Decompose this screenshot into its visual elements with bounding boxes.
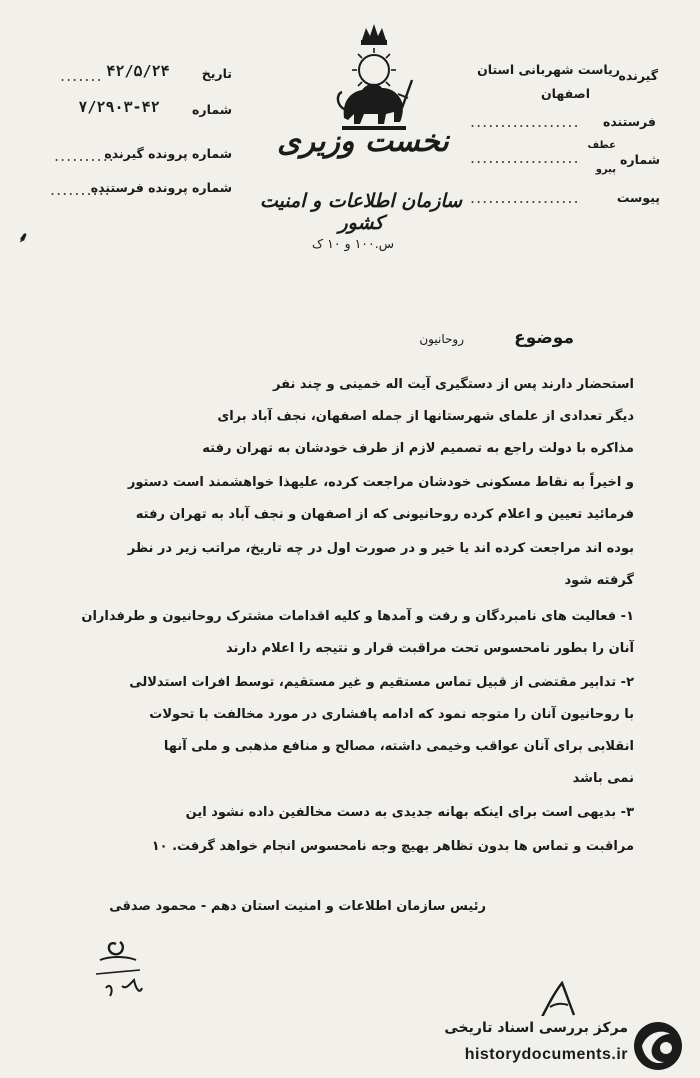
sender-label: فرستنده — [602, 114, 656, 129]
body-line: نمی باشد — [572, 771, 634, 786]
body-line: مراقبت و تماس ها بدون تظاهر بهیچ وجه نامحسوس انجام خواهد گرفت. ۱۰ — [151, 839, 634, 854]
body-line: بوده اند مراجعت کرده اند یا خیر و در صورت اول در چه تاریخ، مراتب زیر در نظر — [127, 541, 634, 556]
body-line: فرمائید تعیین و اعلام کرده روحانیونی که از اصفهان و نجف آباد به تهران رفته — [135, 507, 634, 522]
date-dots: ....... — [60, 66, 103, 85]
number-label-left: شماره — [192, 102, 232, 117]
body-line: انقلابی برای آنان عواقب وخیمی داشته، مصالح و منافع مذهبی و ملی آنها — [163, 739, 634, 754]
watermark-persian-text: مرکز بررسی اسناد تاریخی — [444, 1020, 628, 1036]
attachment-label: پیوست — [616, 190, 660, 205]
watermark — [420, 1016, 700, 1078]
archive-logo-icon — [630, 1018, 686, 1074]
date-label: تاریخ — [201, 66, 232, 81]
number-label-right: شماره — [620, 152, 660, 167]
sender-dotted-line: .................. — [470, 112, 580, 131]
watermark-site-text: historydocuments.ir — [464, 1046, 628, 1063]
number-sub-follow: پیرو — [595, 164, 616, 175]
letterhead-title: نخست وزیری — [277, 124, 449, 159]
attachment-dotted-line: .................. — [470, 188, 580, 207]
recipient-value-2: اصفهان — [541, 86, 590, 101]
body-line: آنان را بطور نامحسوس تحت مراقبت قرار و نتیجه را اعلام دارند — [226, 641, 634, 656]
number-sub-ref: عطف — [587, 140, 616, 151]
body-line: دیگر تعدادی از علمای شهرستانها از جمله اصفهان، نجف آباد برای — [217, 409, 634, 424]
letterhead-subtitle: سازمان اطلاعات و امنیت کشور — [259, 190, 463, 234]
body-line: ۲- تدابیر مقتضی از قبیل تماس مستقیم و غیر مستقیم، توسط افرات استدلالی — [129, 675, 634, 690]
body-line: استحضار دارند پس از دستگیری آیت اله خمینی و چند نفر — [273, 377, 634, 392]
body-line: با روحانیون آنان را متوجه نمود که ادامه پافشاری در مورد مخالفت با تحولات — [149, 707, 634, 722]
body-line: مذاکره با دولت راجع به تصمیم لازم از طرف خودشان به تهران رفته — [202, 441, 634, 456]
number-dotted-line: .................. — [470, 148, 580, 167]
handwritten-initials-icon — [86, 930, 156, 1010]
sender-file-number-label: شماره پرونده فرستنده — [90, 180, 232, 195]
signer-line: رئیس سازمان اطلاعات و امنیت استان دهم - محمود صدقی — [109, 899, 486, 914]
recipient-file-number-label: شماره پرونده گیرنده — [104, 146, 232, 161]
body-line: گرفته شود — [564, 573, 634, 588]
sender-file-dots: .......... — [50, 180, 111, 199]
number-value: ۷/۲۹۰۳-۴۲ — [78, 98, 160, 116]
recipient-value-1: ریاست شهربانی استان — [477, 62, 620, 77]
recipient-file-dots: .......... — [54, 146, 115, 165]
body-line: و اخیراً به نقاط مسکونی خودشان مراجعت کرده، علیهذا خواهشمند است دستور — [127, 475, 634, 490]
subject-label: موضوع — [514, 328, 574, 348]
margin-mark-icon: ⸙ — [18, 230, 29, 246]
body-line: ۳- بدیهی است برای اینکه بهانه جدیدی به دست مخالفین داده نشود این — [185, 805, 634, 820]
recipient-label: گیرنده — [618, 68, 658, 83]
date-value: ۴۲/۵/۲۴ — [106, 62, 170, 80]
lion-and-sun-emblem-icon — [328, 22, 420, 140]
body-line: ۱- فعالیت های نامبردگان و رفت و آمدها و کلیه اقدامات مشترک روحانیون و طرفداران — [81, 609, 634, 624]
letterhead-code: س.۱۰۰ و ۱۰ ک — [312, 236, 394, 251]
subject-value: روحانیون — [419, 332, 464, 346]
